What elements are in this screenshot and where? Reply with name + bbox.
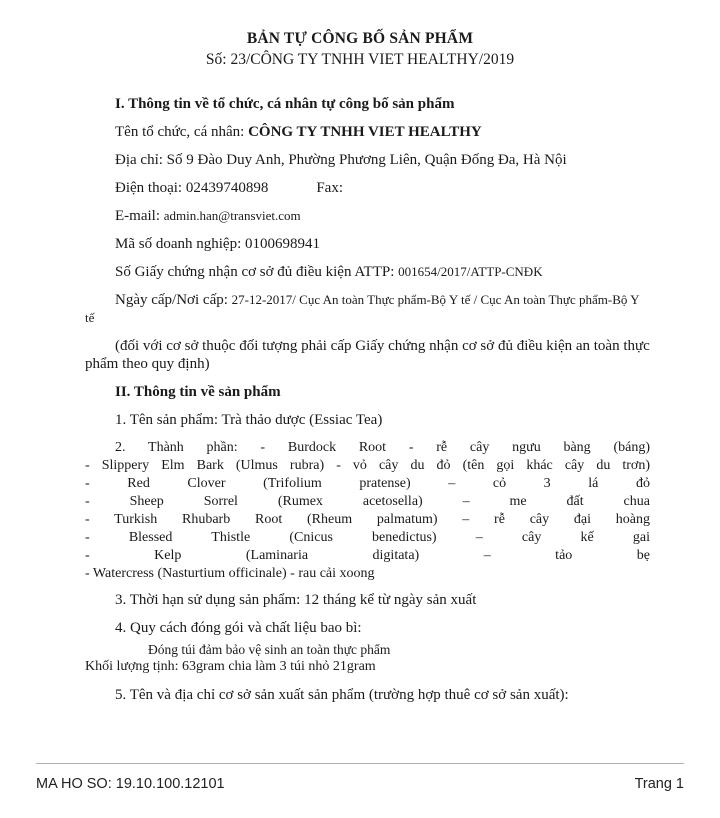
business-id-line: Mã số doanh nghiệp: 0100698941 (115, 236, 320, 252)
product-name-line: 1. Tên sản phẩm: Trà thảo dược (Essiac Tea) (115, 412, 383, 428)
footer-page-number: Trang 1 (634, 776, 684, 792)
attp-line (85, 263, 650, 281)
note-line: (đối với cơ sở thuộc đối tượng phải cấp Giấy chứng nhận cơ sở đủ điều kiện an toàn thực phẩm theo quy định) (85, 338, 650, 372)
doc-number: Số: 23/CÔNG TY TNHH VIET HEALTHY/2019 (205, 51, 515, 68)
ingredients-first-line: 2. Thành phần: - Burdock Root - rễ cây ngưu bàng (báng) (115, 440, 650, 455)
section2-heading: II. Thông tin về sản phẩm (115, 384, 281, 400)
manufacturer-line: 5. Tên và địa chỉ cơ sở sản xuất sản phẩm (trường hợp thuê cơ sở sản xuất): (115, 687, 569, 703)
issue-label: Ngày cấp/Nơi cấp: (115, 292, 232, 308)
email-value: admin.han@transviet.com (163, 208, 301, 223)
packaging-detail-line: Đóng túi đảm bảo vệ sinh an toàn thực phẩm (148, 642, 391, 657)
org-name: CÔNG TY TNHH VIET HEALTHY (248, 124, 482, 140)
org-label: Tên tổ chức, cá nhân: (115, 124, 249, 140)
fax-label: Fax: (316, 180, 343, 196)
ingredient-line: - Blessed Thistle (Cnicus benedictus) – cây kế gai (85, 530, 650, 545)
org-line (85, 123, 650, 141)
attp-value: 001654/2017/ATTP-CNĐK (398, 264, 543, 279)
document-header (0, 0, 720, 69)
page-title: BẢN TỰ CÔNG BỐ SẢN PHẨM (246, 30, 474, 47)
attp-label: Số Giấy chứng nhận cơ sở đủ điều kiện ATTP: (115, 264, 399, 280)
phone-value: Điện thoại: 02439740898 (115, 180, 269, 196)
document-body (0, 69, 720, 704)
issue-value: 27-12-2017/ Cục An toàn Thực phẩm-Bộ Y tế / Cục An toàn Thực phẩm-Bộ Y tế (85, 292, 640, 325)
ingredient-line: - Watercress (Nasturtium officinale) - rau cải xoong (85, 566, 375, 581)
email-line (85, 207, 650, 225)
ingredient-line: - Slippery Elm Bark (Ulmus rubra) - vỏ cây du đỏ (tên gọi khác cây du trơn) (85, 458, 650, 473)
net-weight-line: Khối lượng tịnh: 63gram chia làm 3 túi nhỏ 21gram (85, 659, 376, 674)
page-footer (36, 763, 684, 792)
address-line: Địa chỉ: Số 9 Đào Duy Anh, Phường Phương Liên, Quận Đống Đa, Hà Nội (115, 152, 567, 168)
section1-heading: I. Thông tin về tổ chức, cá nhân tự công bố sản phẩm (115, 96, 455, 112)
issue-line (85, 291, 650, 327)
ingredient-line: - Red Clover (Trifolium pratense) – cỏ 3 lá đỏ (85, 476, 650, 491)
email-label: E-mail: (115, 208, 164, 224)
phone-fax-line (85, 179, 650, 197)
footer-file-code: MA HO SO: 19.10.100.12101 (36, 776, 225, 792)
ingredient-line: - Turkish Rhubarb Root (Rheum palmatum) – rễ cây đại hoàng (85, 512, 650, 527)
shelf-life-line: 3. Thời hạn sử dụng sản phẩm: 12 tháng kể từ ngày sản xuất (115, 592, 477, 608)
packaging-line: 4. Quy cách đóng gói và chất liệu bao bì: (115, 620, 362, 636)
ingredient-line: - Sheep Sorrel (Rumex acetosella) – me đất chua (85, 494, 650, 509)
ingredient-line: - Kelp (Laminaria digitata) – tảo bẹ (85, 548, 650, 563)
